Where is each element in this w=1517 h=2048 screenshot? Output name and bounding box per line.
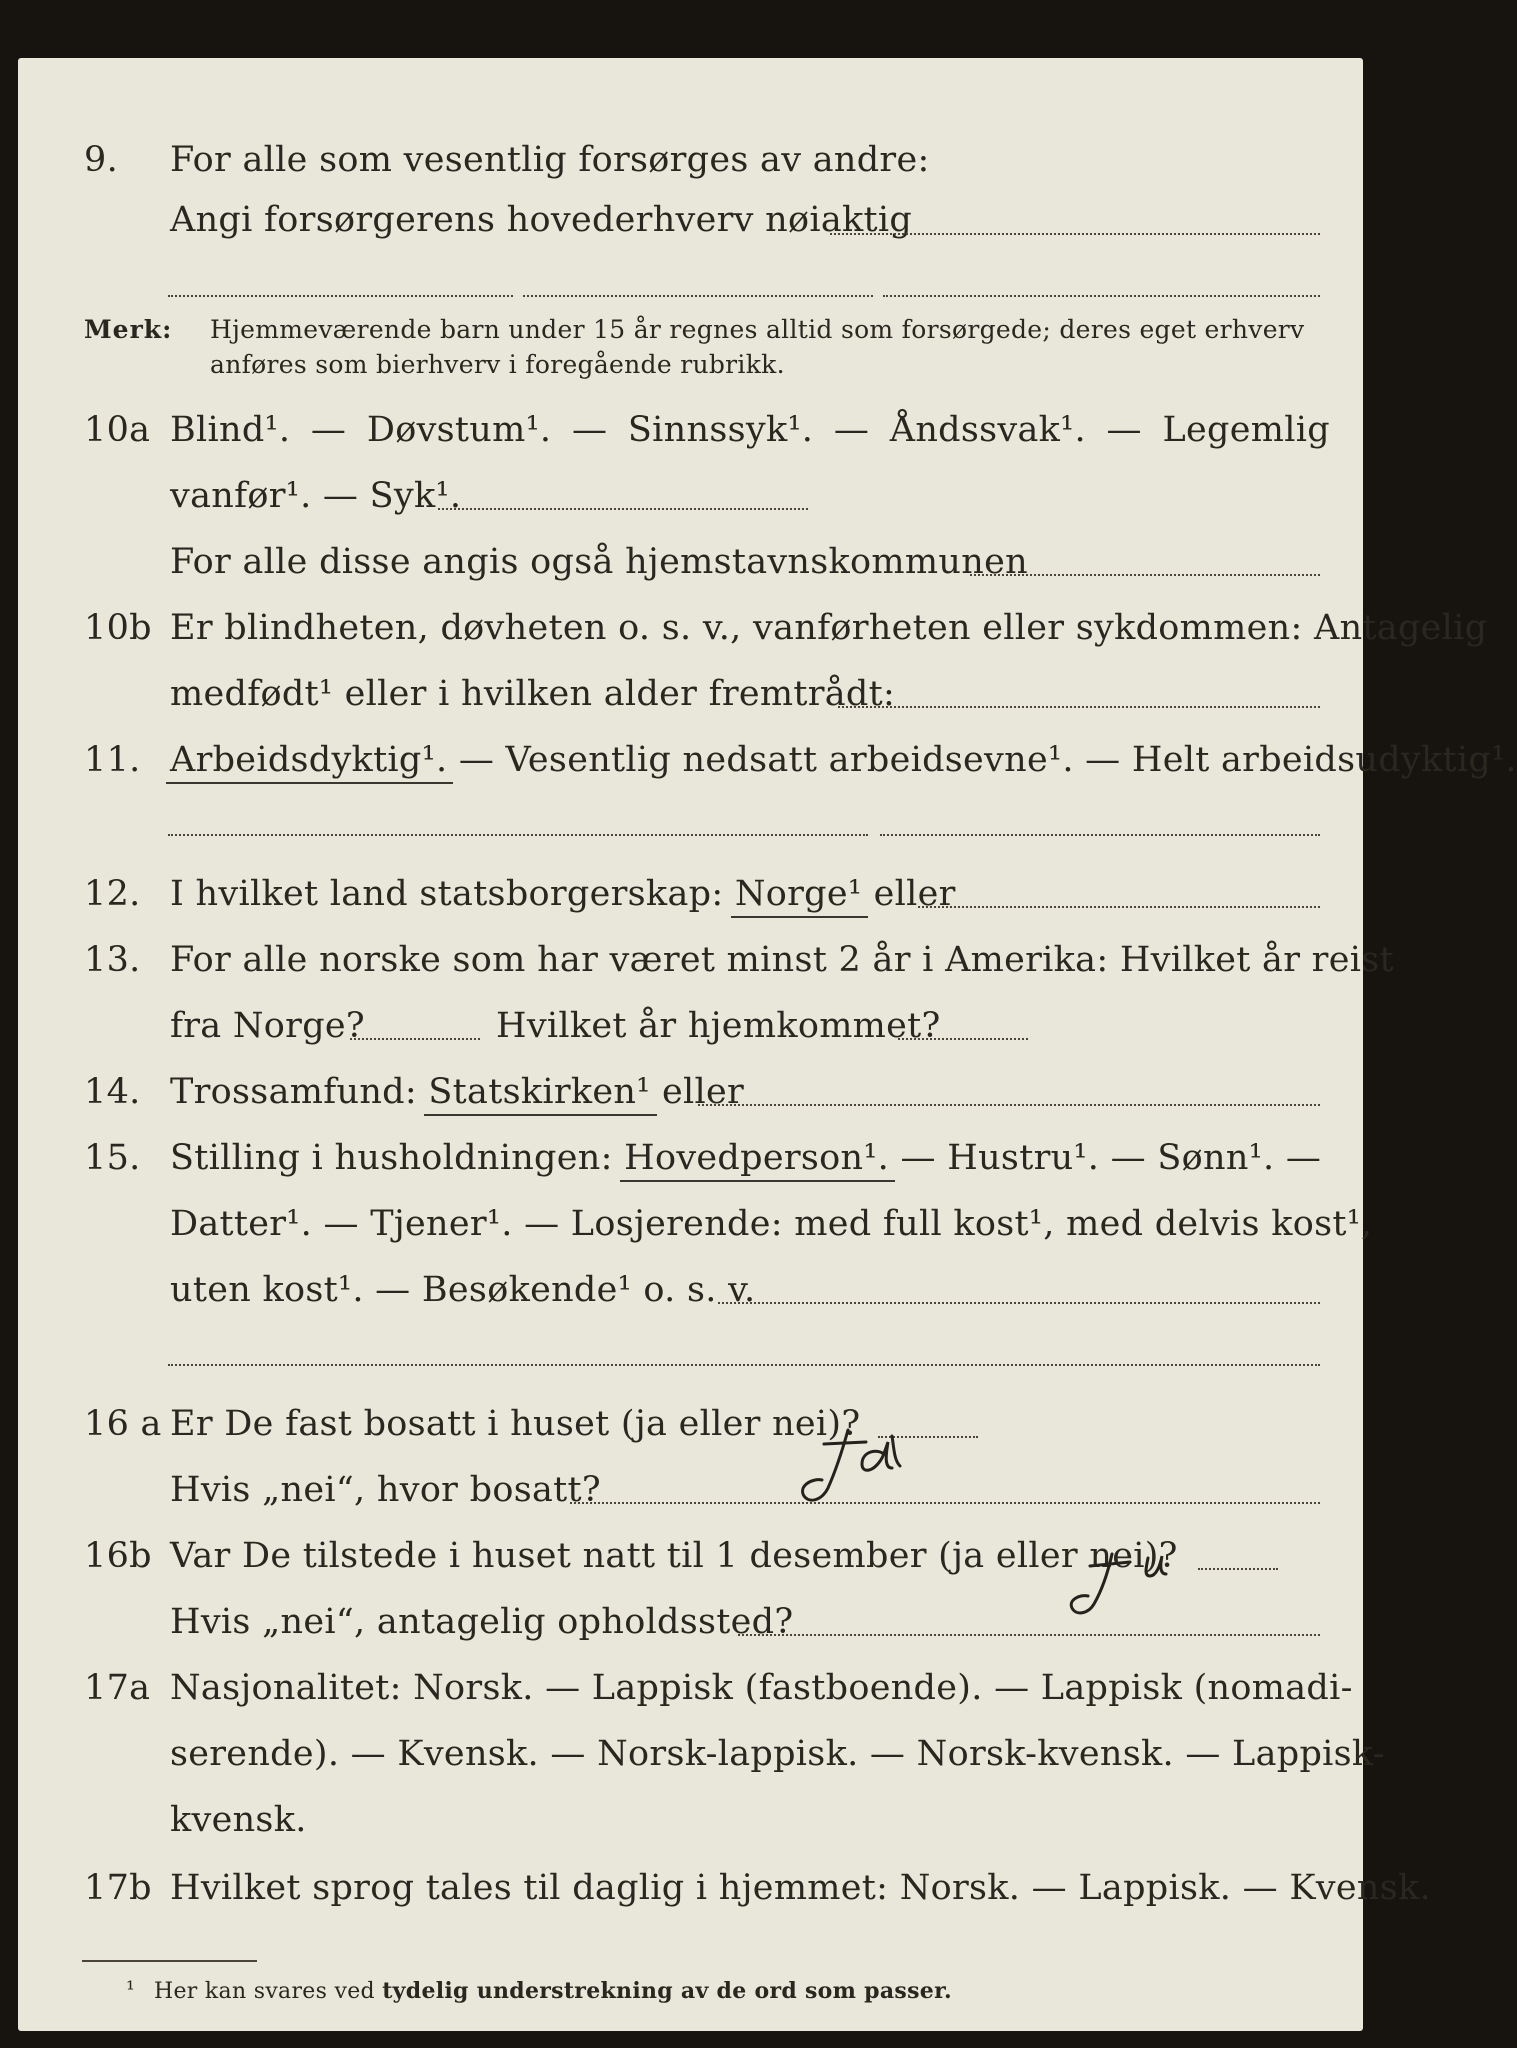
- option[interactable]: Blind¹.: [170, 410, 291, 450]
- question-number: 16 a: [84, 1404, 162, 1444]
- question-text: vanfør¹. — Syk¹.: [170, 476, 462, 516]
- question-label: eller: [662, 1072, 745, 1112]
- question-number: 13.: [84, 940, 141, 980]
- question-number: 17b: [84, 1868, 152, 1908]
- answer-line-14[interactable]: [698, 1104, 1320, 1106]
- answer-line-10a-hjemstavn[interactable]: [970, 574, 1320, 576]
- question-text: [170, 740, 1517, 780]
- dash: —: [833, 410, 870, 450]
- option[interactable]: Sinnssyk¹.: [627, 410, 814, 450]
- question-text: Er De fast bosatt i huset (ja eller nei)?: [170, 1404, 861, 1444]
- question-number: 16b: [84, 1536, 152, 1576]
- handwritten-answer-16a: [788, 1408, 958, 1508]
- option-rest: — Hustru¹. — Sønn¹. —: [900, 1138, 1322, 1178]
- merk-text: anføres som bierhverv i foregående rubrikk.: [210, 350, 785, 379]
- question-text: Hvis „nei“, hvor bosatt?: [170, 1470, 601, 1510]
- answer-line-16b-opholdssted[interactable]: [738, 1634, 1320, 1636]
- footnote-plain: Her kan svares ved: [154, 1979, 375, 2004]
- question-text: For alle disse angis også hjemstavnskommunen: [170, 542, 1028, 582]
- question-number: 10a: [84, 410, 151, 450]
- question-text: kvensk.: [170, 1800, 307, 1840]
- footnote-text: [154, 1976, 952, 2007]
- question-label: Stilling i husholdningen:: [170, 1138, 613, 1178]
- answer-line-11a[interactable]: [168, 834, 868, 836]
- question-text: serende). — Kvensk. — Norsk-lappisk. — Norsk-kvensk. — Lappisk-: [170, 1734, 1385, 1774]
- option-rest: — Vesentlig nedsatt arbeidsevne¹. — Helt arbeidsudyktig¹.: [458, 740, 1517, 780]
- question-text: Hvilket sprog tales til daglig i hjemmet: Norsk. — Lappisk. — Kvensk.: [170, 1868, 1431, 1908]
- answer-line-16a-bosatt[interactable]: [570, 1502, 1320, 1504]
- question-text: uten kost¹. — Besøkende¹ o. s. v.: [170, 1270, 756, 1310]
- answer-line-9d[interactable]: [883, 295, 1320, 297]
- footnote-mark: ¹: [126, 1978, 136, 2003]
- question-text: Hvilket år hjemkommet?: [496, 1006, 941, 1046]
- answer-line-13-hjemkommet[interactable]: [898, 1038, 1028, 1040]
- question-label: eller: [873, 874, 956, 914]
- footnote-bold: tydelig understrekning av de ord som passer.: [382, 1978, 952, 2004]
- underlined-option[interactable]: Norge¹: [734, 874, 863, 914]
- question-number: 9.: [84, 140, 118, 180]
- dash: —: [310, 410, 347, 450]
- question-number: 14.: [84, 1072, 141, 1112]
- dash: —: [1106, 410, 1142, 450]
- answer-line-9c[interactable]: [523, 295, 873, 297]
- question-text: [170, 1072, 744, 1112]
- answer-line-12[interactable]: [918, 906, 1320, 908]
- footnote-divider: [82, 1960, 257, 1962]
- answer-line-9a[interactable]: [830, 233, 1320, 235]
- underlined-option[interactable]: Arbeidsdyktig¹.: [170, 740, 448, 780]
- answer-line-15b[interactable]: [168, 1364, 1320, 1366]
- question-text: medfødt¹ eller i hvilken alder fremtrådt:: [170, 674, 896, 714]
- option[interactable]: Legemlig: [1162, 410, 1330, 450]
- question-text: Angi forsørgerens hovederhverv nøiaktig: [170, 200, 913, 240]
- answer-line-9b[interactable]: [168, 295, 513, 297]
- answer-line-10a-syk[interactable]: [438, 508, 808, 510]
- question-text: Var De tilstede i huset natt til 1 desember (ja eller nei)?: [170, 1536, 1178, 1576]
- question-text: [170, 874, 956, 914]
- census-form-page: [18, 58, 1517, 2031]
- question-text: Er blindheten, døvheten o. s. v., vanførheten eller sykdommen: Antagelig: [170, 608, 1488, 648]
- question-label: Trossamfund:: [170, 1072, 417, 1112]
- question-text: Hvis „nei“, antagelig opholdssted?: [170, 1602, 794, 1642]
- underlined-option[interactable]: Hovedperson¹.: [624, 1138, 890, 1178]
- dash: —: [571, 410, 608, 450]
- question-text: Nasjonalitet: Norsk. — Lappisk (fastboende). — Lappisk (nomadi-: [170, 1668, 1353, 1708]
- question-options: [170, 410, 1330, 450]
- question-text: fra Norge?: [170, 1006, 365, 1046]
- merk-label: Merk:: [84, 315, 173, 344]
- underlined-option[interactable]: Statskirken¹: [428, 1072, 651, 1112]
- option[interactable]: Døvstum¹.: [366, 410, 552, 450]
- question-label: I hvilket land statsborgerskap:: [170, 874, 724, 914]
- question-text: For alle som vesentlig forsørges av andre:: [170, 140, 930, 180]
- answer-line-11b[interactable]: [880, 834, 1320, 836]
- question-number: 15.: [84, 1138, 141, 1178]
- answer-line-13-reist[interactable]: [350, 1038, 480, 1040]
- question-text: For alle norske som har været minst 2 år i Amerika: Hvilket år reist: [170, 940, 1394, 980]
- option[interactable]: Åndssvak¹.: [889, 410, 1086, 450]
- question-number: 17a: [84, 1668, 151, 1708]
- question-text: [170, 1138, 1321, 1178]
- handwritten-answer-16b: [1058, 1528, 1228, 1628]
- question-number: 12.: [84, 874, 141, 914]
- merk-text: Hjemmeværende barn under 15 år regnes alltid som forsørgede; deres eget erhverv: [210, 315, 1305, 344]
- question-number: 11.: [84, 740, 141, 780]
- answer-line-15a[interactable]: [718, 1302, 1320, 1304]
- answer-line-10b[interactable]: [838, 706, 1320, 708]
- question-number: 10b: [84, 608, 152, 648]
- question-text: Datter¹. — Tjener¹. — Losjerende: med full kost¹, med delvis kost¹,: [170, 1204, 1373, 1244]
